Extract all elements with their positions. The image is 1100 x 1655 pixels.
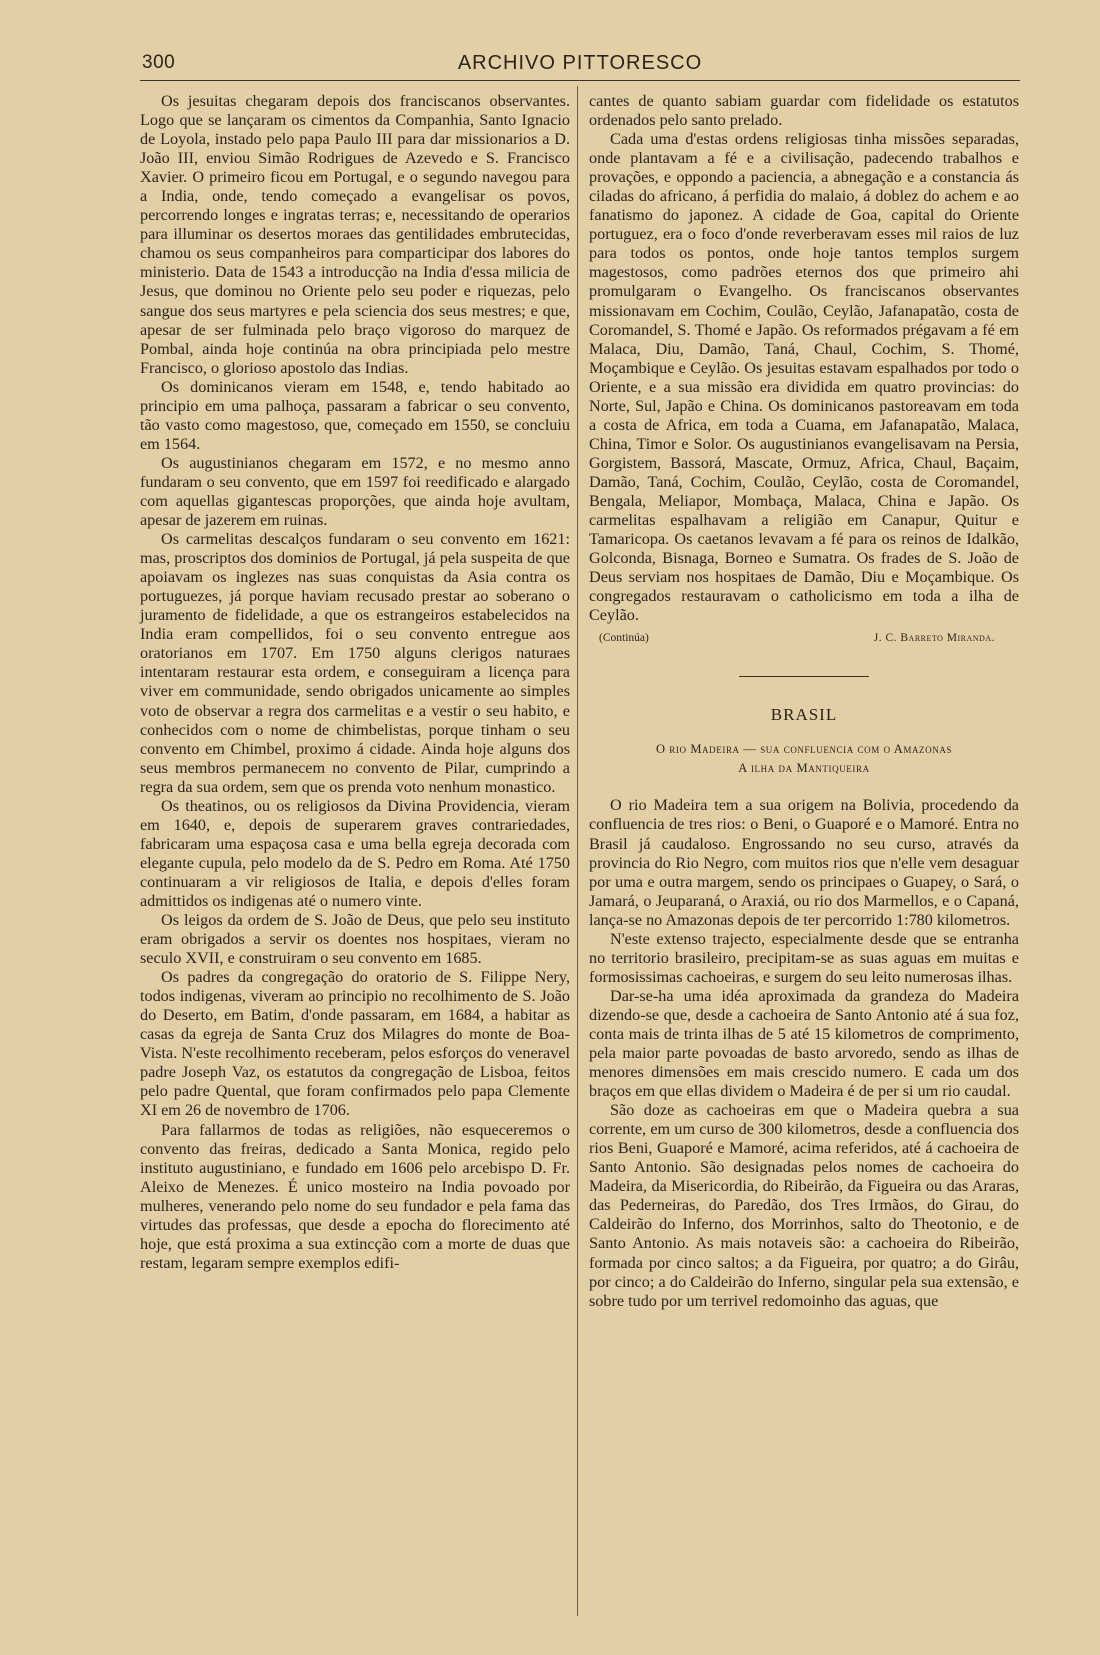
right-column	[589, 92, 1019, 1311]
author-name: J. C. Barreto Miranda.	[873, 632, 995, 645]
paragraph-dominicanos: Os dominicanos vieram em 1548, e, tendo habitado ao principio em uma palhoça, passaram a fabricar o seu convento, tão vasto como magestoso, que, começado em 1550, se concluiu em 1564.	[140, 377, 570, 453]
section-title: BRASIL	[770, 705, 838, 725]
column-divider	[577, 86, 578, 1616]
paragraph-trajecto: N'este extenso trajecto, especialmente desde que se entranha no territorio brasileiro, precipitam-se as suas aguas em muitas e formosissimas cachoeiras, e surgem do seu leito numerosas ilhas.	[589, 929, 1019, 986]
header-rule	[140, 80, 1020, 81]
page-number: 300	[142, 52, 176, 73]
section-subtitle	[589, 740, 1019, 778]
paragraph-jesuitas: Os jesuitas chegaram depois dos franciscanos observantes. Logo que se lançaram os cimentos da Companhia, Santo Ignacio de Loyola, instado pelo papa Paulo III para dar missionarios a D. João III, enviou Simão Rodrigues de Azevedo e S. Francisco Xavier. O primeiro ficou em Portugal, e o segundo navegou para a India, onde, tendo começado a evangelisar os povos, percorrendo longes e ingratas terras; e, necessitando de operarios para illuminar os desertos moraes das gentilidades embrutecidas, chamou os seus companheiros para comparticipar dos labores do ministerio. Data de 1543 a introducção na India d'essa milicia de Jesus, que dominou no Oriente pelo seu poder e riquezas, pelo sangue dos seus martyres e pela sciencia dos seus mestres; e que, apesar de ser fulminada pelo braço vigoroso do marquez de Pombal, ainda hoje continúa na obra principiada pelo mestre Francisco, o glorioso apostolo das Indias.	[140, 92, 570, 377]
running-title: ARCHIVO PITTORESCO	[457, 52, 703, 74]
paragraph-theatinos: Os theatinos, ou os religiosos da Divina Providencia, vieram em 1640, e, depois de superarem graves contrariedades, fabricaram uma espaçosa casa e uma bella egreja decorada com elegante cupula, pelo modelo da de S. Pedro em Roma. Até 1750 continuaram a vir religiosos de Italia, e depois d'elles foram admittidos os indigenas até o numero vinte.	[140, 796, 570, 910]
article-signature	[589, 629, 1019, 648]
paragraph-missoes: Cada uma d'estas ordens religiosas tinha missões separadas, onde plantavam a fé e a civilisação, padecendo trabalhos e provações, e oppondo a paciencia, a abnegação e a constancia ás ciladas do africano, á perfidia do malaio, á doblez do achem e ao fanatismo do japonez. A cidade de Goa, capital do Oriente portuguez, era o foco d'onde reverberavam esses mil raios de luz para todos os pontos, onde hoje tantos templos surgem magestosos, como padrões eternos dos que primeiro ahi promulgaram o Evangelho. Os franciscanos observantes missionavam em Cochim, Coulão, Ceylão, Jafanapatão, costa de Coromandel, S. Thomé e Japão. Os reformados prégavam a fé em Malaca, Diu, Damão, Taná, Chaul, Cochim, S. Thomé, Moçambique e Ceylão. Os jesuitas estavam espalhados por todo o Oriente, e a sua missão era dividida em quatro provincias: do Norte, Sul, Japão e China. Os dominicanos pastoreavam em toda a costa de Africa, em toda a Cuama, em Jafanapatão, Malaca, China, Timor e Solor. Os augustinianos evangelisavam na Persia, Gorgistem, Bassorá, Mascate, Ormuz, Africa, Chaul, Baçaim, Damão, Taná, Cochim, Coulão, Ceylão, costa de Coromandel, Bengala, Meliapor, Mombaça, Malaca, China e Japão. Os carmelitas espalhavam a religião em Canapur, Quitur e Tamaricopa. Os caetanos levavam a fé para os reinos de Idalkão, Golconda, Bisnaga, Borneo e Sumatra. Os frades de S. João de Deus serviam nos hospitaes de Damão, Diu e Moçambique. Os congregados restauravam o catholicismo em toda a ilha de Ceylão.	[589, 130, 1019, 625]
paragraph-continuation: cantes de quanto sabiam guardar com fidelidade os estatutos ordenados pelo santo prelado.	[589, 92, 1019, 130]
section-separator	[739, 676, 869, 677]
paragraph-augustinianos: Os augustinianos chegaram em 1572, e no mesmo anno fundaram o seu convento, que em 1597 foi reedificado e alargado com aquellas gigantescas proporções, que ainda hoje avultam, apesar de jazerem em ruinas.	[140, 453, 570, 530]
paragraph-freiras: Para fallarmos de todas as religiões, não esqueceremos o convento das freiras, dedicado a Santa Monica, regido pelo instituto augustiniano, e fundado em 1606 pelo arcebispo D. Fr. Aleixo de Menezes. É unico mosteiro na India povoado por mulheres, venerando pelo nome do seu fundador e pela fama das virtudes das professas, que desde a epocha do florecimento até hoje, que está proxima a sua extincção com a morte de duas que restam, legaram sempre exemplos edifi-	[140, 1120, 570, 1272]
subtitle-line-1: O rio Madeira — sua confluencia com o Amazonas	[655, 742, 953, 757]
subtitle-line-2: A ilha da Mantiqueira	[738, 761, 870, 776]
paragraph-carmelitas: Os carmelitas descalços fundaram o seu convento em 1621: mas, proscriptos dos dominios de Portugal, já pela suspeita de que apoiavam os inglezes nas suas conquistas da Asia contra os portuguezes, já porque haviam recusado prestar ao soberano o juramento de fidelidade, a que os estrangeiros estabelecidos na India eram compellidos, foi o seu convento entregue aos oratorianos em 1707. Em 1750 alguns clerigos naturaes intentaram restaurar esta ordem, e conseguiram a licença para viver em communidade, sendo obrigados unicamente ao simples voto de observar a regra dos carmelitas e a vestir o seu habito, e conhecidos com o nome de chimbelistas, porque tinham o seu convento em Chimbel, proximo á cidade. Ainda hoje alguns dos seus membros permanecem no convento de Pilar, cumprindo a regra da sua ordem, sem que os prenda voto nenhum monastico.	[140, 530, 570, 796]
paragraph-cachoeiras: São doze as cachoeiras em que o Madeira quebra a sua corrente, em um curso de 300 kilometros, desde a confluencia dos rios Beni, Guaporé e Mamoré, acima referidos, até á cachoeira de Santo Antonio. São designadas pelos nomes de cachoeira do Madeira, da Misericordia, do Ribeirão, da Figueira ou das Araras, das Pederneiras, do Paredão, dos Tres Irmãos, do Girau, do Caldeirão do Inferno, dos Morrinhos, salto do Theotonio, e de Santo Antonio. As mais notaveis são: a cachoeira do Ribeirão, formada por cinco saltos; a da Figueira, por quatro; a do Girâu, por cinco; a do Caldeirão do Inferno, singular pela sua extensão, e sobre tudo por um terrivel redomoinho das aguas, que	[589, 1101, 1019, 1310]
paragraph-rio-madeira: O rio Madeira tem a sua origem na Bolivia, procedendo da confluencia de tres rios: o Beni, o Guaporé e o Mamoré. Entra no Brasil já caudaloso. Engrossando no seu curso, através da provincia do Rio Negro, com muitos rios que n'elle vem desaguar por uma e outra margem, sendo os principaes o Guapey, o Sará, o Jamará, o Jeuparaná, o Araxiá, ou rio dos Marmellos, e o Capaná, lança-se no Amazonas depois de ter percorrido 1:780 kilometros.	[589, 796, 1019, 929]
paragraph-leigos: Os leigos da ordem de S. João de Deus, que pelo seu instituto eram obrigados a servir os doentes nos hospitaes, vieram no seculo XVII, e construiram o seu convento em 1685.	[140, 911, 570, 968]
continua-note: (Continúa)	[599, 632, 649, 645]
paragraph-oratorio: Os padres da congregação do oratorio de S. Filippe Nery, todos indigenas, viveram ao principio no recolhimento de S. João do Deserto, em Batim, d'onde passaram, em 1684, a habitar as casas da egreja de Santa Cruz dos Milagres do monte de Boa-Vista. N'este recolhimento receberam, pelos esforços do veneravel padre Joseph Vaz, os estatutos da congregação de Lisboa, feitos pelo padre Quental, que foram confirmados pelo papa Clemente XI em 26 de novembro de 1706.	[140, 968, 570, 1120]
left-column	[140, 92, 570, 1273]
page-header	[140, 48, 1020, 78]
paragraph-grandeza: Dar-se-ha uma idéa aproximada da grandeza do Madeira dizendo-se que, desde a cachoeira de Santo Antonio até á sua foz, conta mais de trinta ilhas de 5 até 15 kilometros de comprimento, pela maior parte povoadas de basto arvoredo, sendo as ilhas de menores dimensões em mais crescido numero. E cada um dos braços em que ellas dividem o Madeira é de per si um rio caudal.	[589, 986, 1019, 1101]
